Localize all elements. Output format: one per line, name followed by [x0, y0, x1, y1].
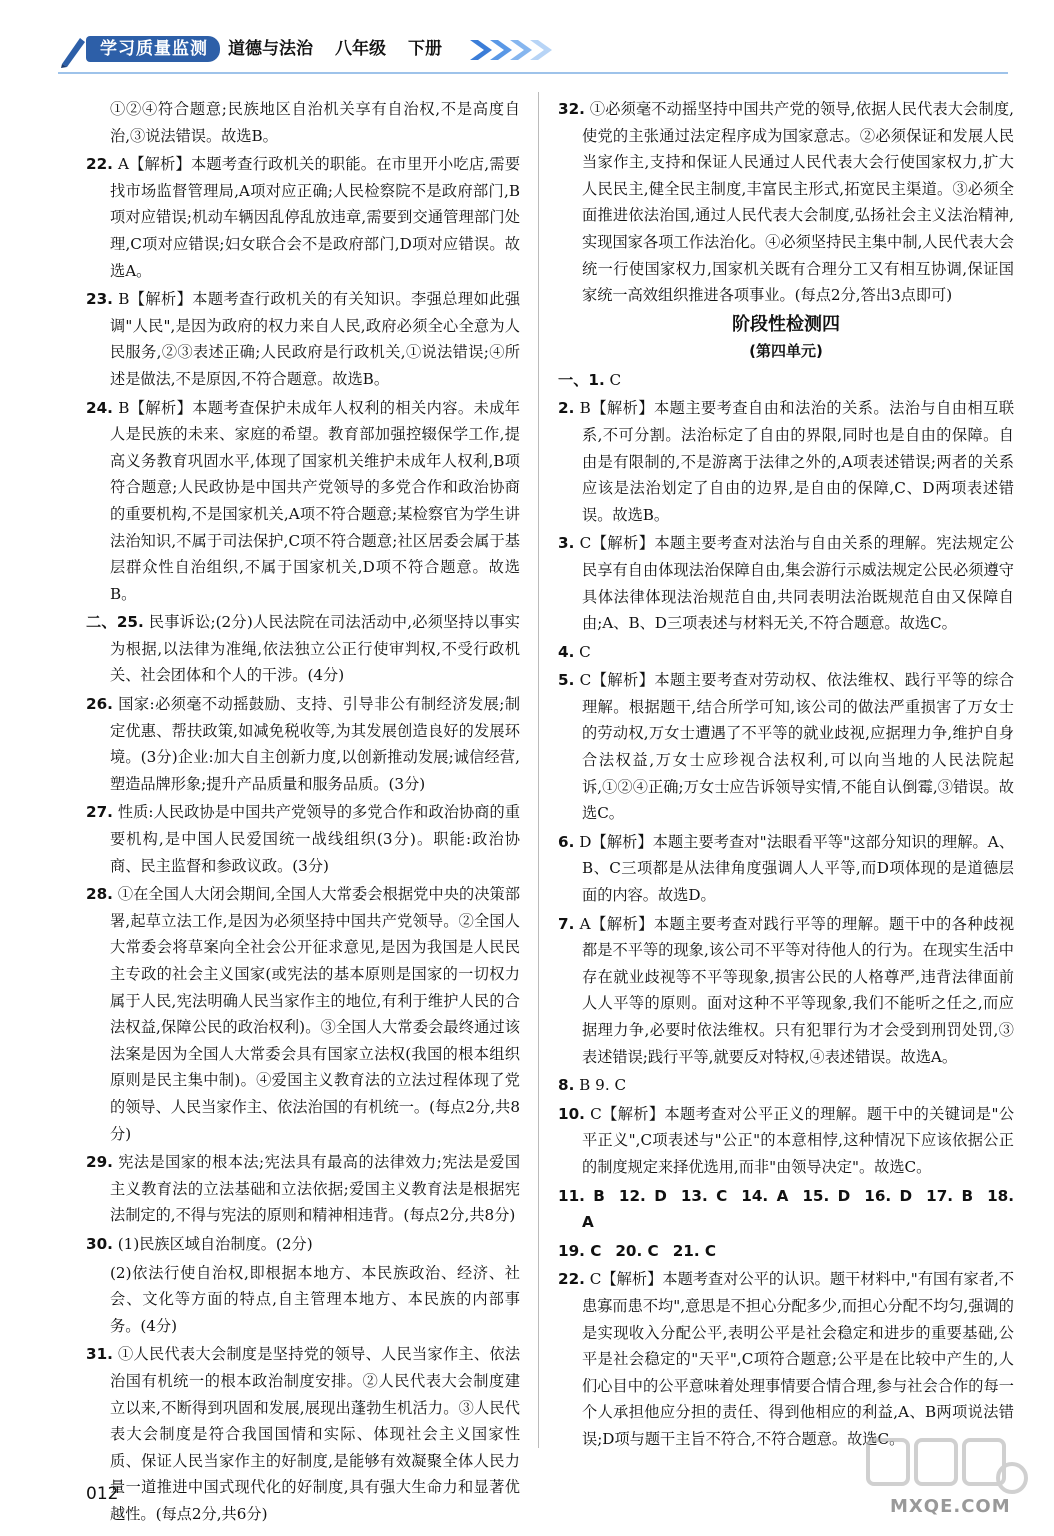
short-answer: 15. D [802, 1186, 851, 1205]
question-number: 24. [86, 398, 113, 417]
question-number: 32. [558, 100, 585, 118]
answer-item [558, 667, 1014, 827]
answer-item [558, 1072, 1014, 1099]
answer-item [558, 911, 1014, 1071]
answer-text: C [609, 370, 622, 389]
short-answer: 19. C [558, 1241, 602, 1260]
answer-text: ①人民代表大会制度是坚持党的领导、人民当家作主、依法治国有机统一的根本政治制度安排。②人民代表大会制度建立以来,不断得到巩固和发展,展现出蓬勃生机活力。③人民代表大会制度是符合我国国情和实际、体现社会主义国家性质、保证人民当家作主的好制度,是能够有效凝聚全体人民力量一道推进中国式现代化的好制度,具有强大生命力和显著优越性。(每点2分,共6分) [110, 1345, 521, 1523]
answer-row [558, 1183, 1014, 1236]
pen-icon [58, 34, 88, 68]
header-rule [58, 72, 1008, 74]
answer-text: ①②④符合题意;民族地区自治机关享有自治权,不是高度自治,③说法错误。故选B。 [110, 100, 520, 145]
short-answer: 11. B [558, 1186, 605, 1205]
question-number: 27. [86, 803, 113, 822]
answer-item [558, 96, 1014, 309]
answer-item [86, 1260, 520, 1340]
answer-item [86, 395, 520, 608]
short-answer: 14. A [741, 1186, 789, 1205]
answer-text: C【解析】本题主要考查对法治与自由关系的理解。宪法规定公民享有自由体现法治保障自由,集会游行示威法规定公民必须遵守具体法律体现法治规范自由,共同表明法治既规范自由又保障自由;A、B、D三项表述与材料无关,不符合题意。故选C。 [579, 534, 1015, 633]
answer-item [558, 639, 1014, 666]
right-column [558, 96, 1014, 1455]
question-number: 22. [86, 155, 113, 174]
question-number: 二、25. [86, 613, 144, 632]
watermark-text: MXQE.COM [890, 1496, 1011, 1517]
right-end-answers [558, 1266, 1014, 1452]
answer-text: 宪法是国家的根本法;宪法具有最高的法律效力;宪法是爱国主义教育法的立法基础和立法依据;爱国主义教育法是根据宪法制定的,不得与宪法的原则和精神相违背。(每点2分,共8分) [110, 1153, 521, 1225]
question-number: 10. [558, 1104, 585, 1123]
answer-text: A【解析】本题考查行政机关的职能。在市里开小吃店,需要找市场监督管理局,A项对应正确;人民检察院不是政府部门,B项对应错误;机动车辆因乱停乱放违章,需要到交通管理部门处理,C项对应错误;妇女联合会不是政府部门,D项对应错误。故选A。 [110, 155, 521, 280]
question-number: 一、1. [558, 370, 605, 389]
answer-text: 性质:人民政协是中国共产党领导的多党合作和政治协商的重要机构,是中国人民爱国统一战线组织(3分)。职能:政治协商、民主监督和参政议政。(3分) [110, 803, 521, 875]
answer-text: B【解析】本题考查行政机关的有关知识。李强总理如此强调"人民",是因为政府的权力来自人民,政府必须全心全意为人民服务,②③表述正确;人民政府是行政机关,①说法错误;④所述是做法,不是原因,不符合题意。故选B。 [110, 290, 521, 388]
question-number: 22. [558, 1270, 585, 1289]
answer-text: B【解析】本题主要考查自由和法治的关系。法治与自由相互联系,不可分割。法治标定了自由的界限,同时也是自由的保障。自由是有限制的,不是游离于法律之外的,A项表述错误;两者的关系应该是法治划定了自由的边界,是自由的保障,C、D两项表述错误。故选B。 [579, 399, 1015, 524]
left-column [86, 96, 520, 1529]
question-number: 23. [86, 290, 113, 309]
question-number: 30. [86, 1234, 113, 1253]
answer-item [86, 1149, 520, 1229]
answer-item [558, 829, 1014, 909]
answer-text: (1)民族区域自治制度。(2分) [117, 1234, 313, 1253]
question-number: 7. [558, 914, 575, 933]
answer-text: C【解析】本题考查对公平正义的理解。题干中的关键词是"公平正义",C项表述与"公正"的本意相悖,这种情况下应该依据公正的制度规定来择优选用,而非"由领导决定"。故选C。 [582, 1104, 1015, 1176]
right-top-answers [558, 96, 1014, 309]
answer-rows [558, 1183, 1014, 1265]
question-number: 31. [86, 1345, 113, 1364]
answer-text: B 9. C [579, 1076, 627, 1095]
answer-text: ①必须毫不动摇坚持中国共产党的领导,依据人民代表大会制度,使党的主张通过法定程序成为国家意志。②必须保证和发展人民当家作主,支持和保证人民通过人民代表大会行使国家权力,扩大人民民主,健全民主制度,丰富民主形式,拓宽民主渠道。③必须全面推进依法治国,通过人民代表大会制度,弘扬社会主义法治精神,实现国家各项工作法治化。④必须坚持民主集中制,人民代表大会统一行使国家权力,国家机关既有合理分工又有相互协调,保证国家统一高效组织推进各项事业。(每点2分,答出3点即可) [582, 100, 1015, 305]
short-answer: 21. C [672, 1241, 717, 1260]
answer-text: C【解析】本题主要考查对劳动权、依法维权、践行平等的综合理解。根据题干,结合所学可知,该公司的做法严重损害了万女士的劳动权,万女士遭遇了不平等的就业歧视,应据理力争,维护自身合法权益,万女士应珍视合法权利,可以向当地的人民法院起诉,①②④正确;万女士应告诉领导实情,不能自认倒霉,③错误。故选C。 [579, 671, 1015, 823]
short-answer: 12. D [618, 1186, 667, 1205]
question-number: 28. [86, 885, 113, 904]
volume-label: 下册 [408, 39, 442, 59]
series-tag: 学习质量监测 [86, 36, 220, 62]
short-answer: 13. C [680, 1186, 728, 1205]
answer-text: D【解析】本题主要考查对"法眼看平等"这部分知识的理解。A、B、C三项都是从法律角度强调人人平等,而D项体现的是道德层面的内容。故选D。 [579, 832, 1015, 905]
question-number: 26. [86, 695, 113, 714]
column-divider [538, 92, 539, 1448]
answer-text: A【解析】本题主要考查对践行平等的理解。题干中的各种歧视都是不平等的现象,该公司不平等对待他人的行为。在现实生活中存在就业歧视等不平等现象,损害公民的人格尊严,违背法律面前人人平等的原则。面对这种不平等现象,我们不能听之任之,而应据理力争,必要时依法维权。只有犯罪行为才会受到刑罚处罚,③表述错误;践行平等,就要反对特权,④表述错误。故选A。 [579, 914, 1015, 1066]
answer-item [86, 151, 520, 284]
subject-line [228, 36, 464, 62]
section-subtitle: (第四单元) [749, 341, 823, 360]
question-number: 6. [558, 832, 575, 851]
short-answer: 20. C [615, 1241, 659, 1260]
subject-name: 道德与法治 [228, 39, 313, 59]
answer-text: (2)依法行使自治权,即根据本地方、本民族政治、经济、社会、文化等方面的特点,自主管理本地方、本民族的内部事务。(4分) [110, 1263, 520, 1335]
short-answer: 17. B [926, 1186, 974, 1205]
answer-item [558, 395, 1014, 528]
answer-item [558, 530, 1014, 636]
question-number: 29. [86, 1153, 113, 1172]
question-number: 8. [558, 1076, 575, 1095]
answer-row [558, 1238, 1014, 1265]
answer-item [86, 96, 520, 149]
page-header [58, 30, 518, 74]
answer-item [86, 1231, 520, 1258]
answer-text: 民事诉讼;(2分)人民法院在司法活动中,必须坚持以事实为根据,以法律为准绳,依法独立公正行使审判权,不受行政机关、社会团体和个人的干涉。(4分) [110, 613, 520, 685]
answer-item [86, 799, 520, 879]
answer-text: C【解析】本题考查对公平的认识。题干材料中,"有国有家者,不患寡而患不均",意思是不担心分配多少,而担心分配不均匀,强调的是实现收入分配公平,表明公平是社会稳定和进步的重要基础,公平是社会稳定的"天平",C项符合题意;公平是在比较中产生的,人们心目中的公平意味着处理事情要合情合理,参与社会合作的每一个人承担他应分担的责任、得到他相应的利益,A、B两项说法错误;D项与题干主旨不符合,不符合题意。故选C。 [582, 1270, 1015, 1448]
answer-item [86, 881, 520, 1147]
answer-item [86, 609, 520, 689]
question-number: 2. [558, 399, 575, 418]
page-number: 012 [86, 1484, 119, 1504]
section-title: 阶段性检测四 [732, 313, 840, 335]
grade-label: 八年级 [335, 39, 386, 59]
question-number: 5. [558, 671, 575, 690]
answer-item [86, 1341, 520, 1527]
right-bottom-answers [558, 367, 1014, 1181]
answer-item [558, 367, 1014, 394]
answer-text: 国家:必须毫不动摇鼓励、支持、引导非公有制经济发展;制定优惠、帮扶政策,如减免税收等,为其发展创造良好的发展环境。(3分)企业:加大自主创新力度,以创新推动发展;诚信经营,塑造品牌形象;提升产品质量和服务品质。(3分) [110, 695, 521, 793]
short-answer: 18. A [582, 1186, 1014, 1232]
answer-text: B【解析】本题考查保护未成年人权利的相关内容。未成年人是民族的未来、家庭的希望。教育部加强控辍保学工作,提高义务教育巩固水平,体现了国家机关维护未成年人权利,B项符合题意;人民政协是中国共产党领导的多党合作和政治协商的重要机构,不是国家机关,A项不符合题意;某检察官为学生讲法治知识,不属于司法保护,C项不符合题意;社区居委会属于基层群众性自治组织,不属于国家机关,D项不符合题意。故选B。 [110, 398, 521, 603]
answer-item [558, 1266, 1014, 1452]
answer-text: ①在全国人大闭会期间,全国人大常委会根据党中央的决策部署,起草立法工作,是因为必须坚持中国共产党领导。②全国人大常委会将草案向全社会公开征求意见,是因为我国是人民民主专政的社会主义国家(或宪法的基本原则是国家的一切权力属于人民,宪法明确人民当家作主的地位,有利于维护人民的合法权益,保障公民的政治权利)。③全国人大常委会最终通过该法案是因为全国人大常委会具有国家立法权(我国的根本组织原则是民主集中制)。④爱国主义教育法的立法过程体现了党的领导、人民当家作主、依法治国的有机统一。(每点2分,共8分) [110, 885, 521, 1143]
answer-item [86, 286, 520, 392]
answer-item [558, 1101, 1014, 1181]
question-number: 4. [558, 642, 575, 661]
short-answer: 16. D [864, 1186, 913, 1205]
question-number: 3. [558, 534, 575, 553]
answer-item [86, 691, 520, 797]
answer-text: C [579, 642, 591, 661]
chevrons-icon [470, 34, 560, 66]
